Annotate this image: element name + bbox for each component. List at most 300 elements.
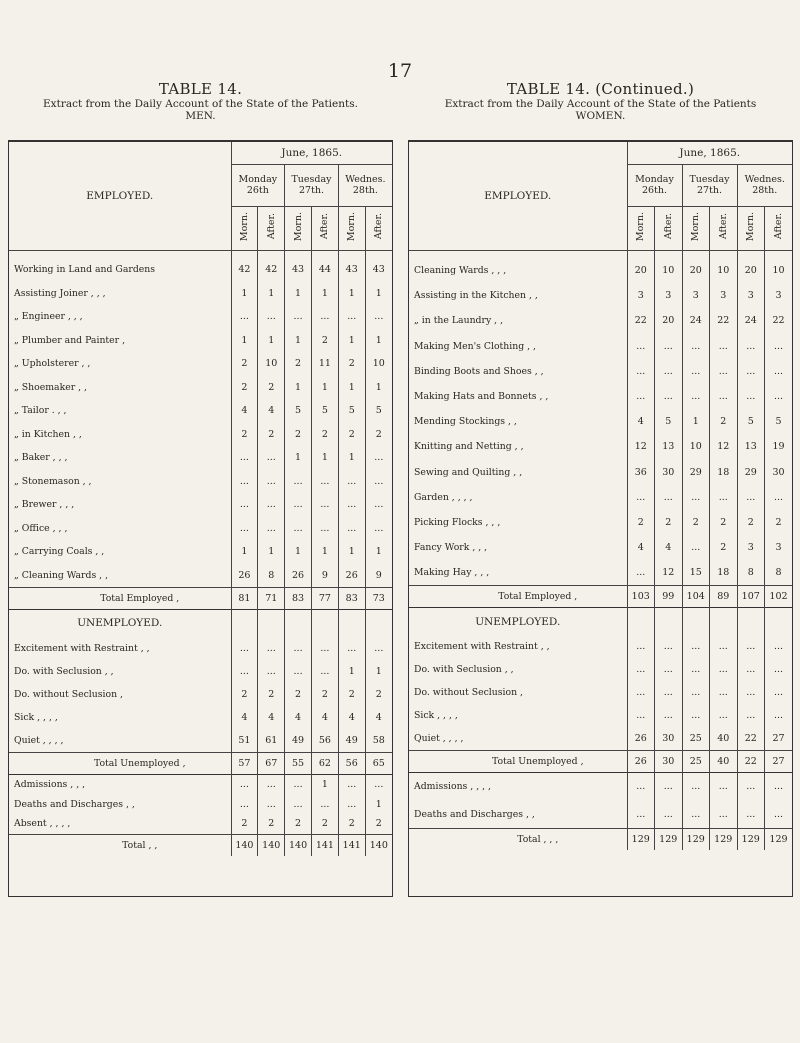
row-value: ... xyxy=(682,635,710,658)
table-row xyxy=(409,828,792,850)
row-value: 4 xyxy=(258,706,285,729)
row-value: 141 xyxy=(338,834,365,856)
row-value: ... xyxy=(627,485,655,510)
row-value: 3 xyxy=(737,283,765,308)
day-header: Monday 26th. xyxy=(627,164,682,206)
row-value: 140 xyxy=(365,834,392,856)
row-value: ... xyxy=(765,658,793,681)
table-row xyxy=(409,727,792,750)
row-value: ... xyxy=(258,637,285,660)
row-label: Absent , , , , xyxy=(14,818,71,830)
row-value: 49 xyxy=(338,729,365,752)
row-value: 1 xyxy=(258,282,285,306)
row-value: 3 xyxy=(765,283,793,308)
table-row xyxy=(9,352,392,376)
row-value: 1 xyxy=(338,376,365,400)
row-value: ... xyxy=(682,535,710,560)
row-value: ... xyxy=(682,800,710,828)
month-header: June, 1865. xyxy=(231,142,392,164)
row-value: 2 xyxy=(231,423,258,447)
row-value: ... xyxy=(627,681,655,704)
row-value: ... xyxy=(627,635,655,658)
row-value: ... xyxy=(365,305,392,329)
table-row xyxy=(409,283,792,308)
table-row xyxy=(409,334,792,359)
row-value: 89 xyxy=(710,585,738,607)
row-value: 2 xyxy=(285,814,312,834)
row-value: ... xyxy=(710,772,738,800)
row-value: 26 xyxy=(627,727,655,750)
row-value: 65 xyxy=(365,752,392,774)
row-value: ... xyxy=(765,485,793,510)
table-row xyxy=(409,681,792,704)
row-value: 1 xyxy=(365,660,392,683)
row-value: 30 xyxy=(655,750,683,772)
table-row xyxy=(9,587,392,609)
row-value: 1 xyxy=(365,794,392,814)
row-value: 99 xyxy=(655,585,683,607)
row-value: ... xyxy=(338,493,365,517)
row-value: ... xyxy=(258,493,285,517)
row-value: 4 xyxy=(285,706,312,729)
row-value: 67 xyxy=(258,752,285,774)
row-value: 1 xyxy=(682,409,710,434)
row-label: Total Employed , xyxy=(9,587,231,609)
table-row xyxy=(409,359,792,384)
row-value: 4 xyxy=(258,399,285,423)
row-value: 30 xyxy=(655,460,683,485)
table-frame xyxy=(408,140,793,897)
row-value: ... xyxy=(655,772,683,800)
row-value: ... xyxy=(765,384,793,409)
row-value: 9 xyxy=(311,564,338,588)
row-label: Admissions , , , , xyxy=(409,772,627,800)
row-value: 102 xyxy=(765,585,793,607)
row-value: 2 xyxy=(710,409,738,434)
table-row xyxy=(9,540,392,564)
row-value: 29 xyxy=(682,460,710,485)
table-subtitle: Extract from the Daily Account of the State of the Patients. xyxy=(43,98,358,110)
row-value: ... xyxy=(737,635,765,658)
row-value: 3 xyxy=(655,283,683,308)
row-value: 2 xyxy=(311,423,338,447)
row-value: ... xyxy=(231,493,258,517)
row-value: ... xyxy=(682,359,710,384)
row-label: Mending Stockings , , xyxy=(414,416,517,428)
table-title: TABLE 14. xyxy=(158,80,243,98)
day-header: Monday 26th xyxy=(231,164,285,206)
row-value: ... xyxy=(710,334,738,359)
row-value: 51 xyxy=(231,729,258,752)
table-row xyxy=(409,772,792,800)
row-value: ... xyxy=(765,704,793,727)
page-number: 17 xyxy=(387,60,413,82)
row-value: 43 xyxy=(338,258,365,282)
row-value: 2 xyxy=(285,423,312,447)
row-value: ... xyxy=(737,485,765,510)
row-value: ... xyxy=(737,359,765,384)
row-value: ... xyxy=(365,637,392,660)
row-value: ... xyxy=(365,446,392,470)
row-label: Making Men's Clothing , , xyxy=(414,340,536,352)
row-value: ... xyxy=(655,485,683,510)
row-value: 2 xyxy=(231,683,258,706)
row-value: ... xyxy=(365,774,392,794)
row-value: 1 xyxy=(231,329,258,353)
row-value: 5 xyxy=(311,399,338,423)
period-header xyxy=(311,206,338,250)
row-value: ... xyxy=(285,637,312,660)
row-label: „ in Kitchen , , xyxy=(14,428,82,440)
row-value: 3 xyxy=(627,283,655,308)
row-value: 2 xyxy=(258,683,285,706)
table-row xyxy=(9,729,392,752)
row-value: ... xyxy=(258,660,285,683)
row-value: 4 xyxy=(627,535,655,560)
row-value: 2 xyxy=(710,510,738,535)
row-value: 43 xyxy=(285,258,312,282)
row-value: 15 xyxy=(682,560,710,585)
table-row xyxy=(9,814,392,834)
row-value: ... xyxy=(258,774,285,794)
row-value: 1 xyxy=(285,282,312,306)
row-value: 27 xyxy=(765,750,793,772)
row-value: ... xyxy=(737,704,765,727)
row-value: 10 xyxy=(365,352,392,376)
row-value: 4 xyxy=(365,706,392,729)
row-value: 19 xyxy=(765,434,793,459)
row-value: 2 xyxy=(311,329,338,353)
row-value: ... xyxy=(682,658,710,681)
row-value: ... xyxy=(231,660,258,683)
row-label: Total , , , xyxy=(409,828,627,850)
row-value: ... xyxy=(258,446,285,470)
row-value: 1 xyxy=(285,540,312,564)
row-value: ... xyxy=(311,305,338,329)
row-value: 2 xyxy=(311,814,338,834)
row-value: ... xyxy=(231,470,258,494)
row-value: 10 xyxy=(655,258,683,283)
row-value: 1 xyxy=(365,329,392,353)
row-value: ... xyxy=(765,635,793,658)
row-value: 129 xyxy=(710,828,738,850)
row-value: ... xyxy=(765,800,793,828)
row-value: ... xyxy=(285,660,312,683)
period-label: After. xyxy=(717,213,729,240)
period-label: Morn. xyxy=(745,211,757,242)
table-row xyxy=(9,329,392,353)
row-value: 81 xyxy=(231,587,258,609)
row-value: 8 xyxy=(737,560,765,585)
row-value: ... xyxy=(231,637,258,660)
row-value: 22 xyxy=(627,308,655,333)
row-value: 2 xyxy=(338,423,365,447)
row-label: Total , , xyxy=(9,834,231,856)
row-label: Cleaning Wards , , , xyxy=(414,265,507,277)
period-label: Morn. xyxy=(292,211,304,242)
row-value: 3 xyxy=(765,535,793,560)
row-value: ... xyxy=(655,635,683,658)
day-header: Tuesday 27th. xyxy=(285,164,339,206)
table-row xyxy=(409,510,792,535)
row-value: 1 xyxy=(338,446,365,470)
row-value: ... xyxy=(710,681,738,704)
row-value: 62 xyxy=(311,752,338,774)
row-value: ... xyxy=(231,794,258,814)
row-label: Excitement with Restraint , , xyxy=(414,641,550,653)
row-value: 2 xyxy=(765,510,793,535)
tables-container xyxy=(8,80,794,880)
row-value: 18 xyxy=(710,460,738,485)
table-row xyxy=(9,683,392,706)
row-value: 1 xyxy=(258,329,285,353)
row-value: 29 xyxy=(737,460,765,485)
row-value: ... xyxy=(765,681,793,704)
table-row xyxy=(9,470,392,494)
row-value: 71 xyxy=(258,587,285,609)
row-label: Binding Boots and Shoes , , xyxy=(414,365,544,377)
row-value: 1 xyxy=(365,376,392,400)
row-value: 3 xyxy=(682,283,710,308)
row-value: 24 xyxy=(682,308,710,333)
row-value: 1 xyxy=(311,774,338,794)
row-value: 1 xyxy=(338,282,365,306)
unemployed-heading: UNEMPLOYED. xyxy=(409,607,627,635)
table-row xyxy=(9,376,392,400)
row-value: ... xyxy=(231,774,258,794)
row-value: 11 xyxy=(311,352,338,376)
row-label: „ Baker , , , xyxy=(14,452,68,464)
row-value: 2 xyxy=(338,814,365,834)
row-value: 129 xyxy=(655,828,683,850)
row-label: Admissions , , , xyxy=(9,774,231,794)
row-value: 2 xyxy=(682,510,710,535)
row-value: 4 xyxy=(231,399,258,423)
row-value: 1 xyxy=(365,282,392,306)
row-value: ... xyxy=(311,517,338,541)
row-value: 1 xyxy=(338,660,365,683)
row-value: 129 xyxy=(737,828,765,850)
period-header xyxy=(258,206,285,250)
row-label: „ Plumber and Painter , xyxy=(14,334,126,346)
table-row xyxy=(409,800,792,828)
row-label: „ Shoemaker , , xyxy=(14,381,87,393)
row-value: 129 xyxy=(765,828,793,850)
row-label: Making Hay , , , xyxy=(414,567,490,579)
row-label: Quiet , , , , xyxy=(14,734,64,746)
row-value: ... xyxy=(285,493,312,517)
row-value: 1 xyxy=(311,282,338,306)
row-value: ... xyxy=(737,800,765,828)
table-row xyxy=(9,706,392,729)
row-value: 2 xyxy=(285,683,312,706)
row-value: ... xyxy=(682,681,710,704)
row-label: „ Carrying Coals , , xyxy=(14,546,105,558)
row-value: 2 xyxy=(338,683,365,706)
row-value: 26 xyxy=(231,564,258,588)
row-value: ... xyxy=(737,772,765,800)
row-value: 42 xyxy=(231,258,258,282)
table-row xyxy=(409,635,792,658)
table-row xyxy=(9,834,392,856)
period-header xyxy=(627,206,655,250)
table-row xyxy=(409,258,792,283)
row-value: 2 xyxy=(258,814,285,834)
row-value: 26 xyxy=(338,564,365,588)
row-value: 30 xyxy=(655,727,683,750)
row-label: Do. without Seclusion , xyxy=(414,687,524,699)
row-label: Knitting and Netting , , xyxy=(414,441,524,453)
row-value: 129 xyxy=(627,828,655,850)
row-value: ... xyxy=(737,384,765,409)
row-label: „ Tailor . , , xyxy=(14,405,67,417)
row-value: ... xyxy=(655,681,683,704)
row-value: ... xyxy=(627,384,655,409)
row-value: 140 xyxy=(231,834,258,856)
row-value: 56 xyxy=(311,729,338,752)
row-value: 58 xyxy=(365,729,392,752)
row-value: 27 xyxy=(765,727,793,750)
period-label: After. xyxy=(373,213,385,240)
table-frame xyxy=(8,140,393,897)
row-value: 22 xyxy=(737,727,765,750)
table-row xyxy=(409,434,792,459)
row-label: Making Hats and Bonnets , , xyxy=(414,391,549,403)
row-value: 129 xyxy=(682,828,710,850)
period-label: Morn. xyxy=(346,211,358,242)
row-label: Fancy Work , , , xyxy=(414,542,488,554)
row-label: Sick , , , , xyxy=(414,710,458,722)
row-value: 20 xyxy=(682,258,710,283)
row-value: 5 xyxy=(338,399,365,423)
row-value: 12 xyxy=(627,434,655,459)
row-value: ... xyxy=(682,772,710,800)
table-row xyxy=(9,493,392,517)
row-value: 103 xyxy=(627,585,655,607)
table-row xyxy=(9,637,392,660)
row-value: 20 xyxy=(627,258,655,283)
row-value: 1 xyxy=(285,446,312,470)
row-value: ... xyxy=(231,517,258,541)
row-value: ... xyxy=(627,334,655,359)
row-value: 61 xyxy=(258,729,285,752)
row-value: 44 xyxy=(311,258,338,282)
row-value: 2 xyxy=(365,683,392,706)
row-value: 10 xyxy=(710,258,738,283)
period-header xyxy=(365,206,392,250)
row-value: 22 xyxy=(710,308,738,333)
row-value: 140 xyxy=(285,834,312,856)
row-value: 4 xyxy=(311,706,338,729)
row-label: „ Cleaning Wards , , xyxy=(14,569,109,581)
row-value: ... xyxy=(285,774,312,794)
row-value: 141 xyxy=(311,834,338,856)
row-value: ... xyxy=(365,493,392,517)
row-value: 2 xyxy=(655,510,683,535)
row-value: 10 xyxy=(258,352,285,376)
row-label: Deaths and Discharges , , xyxy=(14,798,135,810)
row-value: 1 xyxy=(231,540,258,564)
row-value: ... xyxy=(285,305,312,329)
row-value: ... xyxy=(627,658,655,681)
row-value: ... xyxy=(365,517,392,541)
period-header xyxy=(285,206,312,250)
row-value: 83 xyxy=(285,587,312,609)
table-row xyxy=(9,305,392,329)
row-value: 24 xyxy=(737,308,765,333)
men-table-section xyxy=(8,80,393,851)
row-label: „ Upholsterer , , xyxy=(14,358,91,370)
row-value: 1 xyxy=(311,446,338,470)
day-header: Wednes. 28th. xyxy=(737,164,792,206)
employed-heading-cell: EMPLOYED. xyxy=(9,142,231,250)
row-value: 8 xyxy=(765,560,793,585)
row-value: 12 xyxy=(710,434,738,459)
row-value: 36 xyxy=(627,460,655,485)
row-label: Garden , , , , xyxy=(414,491,473,503)
row-value: 49 xyxy=(285,729,312,752)
row-value: 4 xyxy=(231,706,258,729)
row-value: ... xyxy=(655,800,683,828)
women-table-section xyxy=(408,80,793,846)
row-label: Working in Land and Gardens xyxy=(14,264,156,276)
row-label: Assisting Joiner , , , xyxy=(14,287,106,299)
row-value: 40 xyxy=(710,750,738,772)
row-value: ... xyxy=(258,470,285,494)
table-title: TABLE 14. (Continued.) xyxy=(506,80,695,98)
row-value: 2 xyxy=(231,814,258,834)
row-value: ... xyxy=(682,384,710,409)
row-value: ... xyxy=(682,334,710,359)
row-value: ... xyxy=(682,704,710,727)
row-value: 2 xyxy=(365,814,392,834)
row-value: 4 xyxy=(627,409,655,434)
row-value: 83 xyxy=(338,587,365,609)
row-value: 2 xyxy=(231,352,258,376)
row-value: 57 xyxy=(231,752,258,774)
period-header xyxy=(655,206,683,250)
row-value: ... xyxy=(311,637,338,660)
table-row xyxy=(9,446,392,470)
row-value: 5 xyxy=(365,399,392,423)
row-value: ... xyxy=(627,800,655,828)
row-value: 40 xyxy=(710,727,738,750)
row-value: ... xyxy=(655,704,683,727)
table-row xyxy=(9,660,392,683)
row-value: 8 xyxy=(258,564,285,588)
row-value: 77 xyxy=(311,587,338,609)
table-row xyxy=(409,384,792,409)
row-value: 1 xyxy=(231,282,258,306)
row-value: ... xyxy=(338,470,365,494)
row-value: 5 xyxy=(655,409,683,434)
row-value: 5 xyxy=(285,399,312,423)
row-value: ... xyxy=(710,359,738,384)
row-value: ... xyxy=(765,359,793,384)
row-value: 13 xyxy=(737,434,765,459)
row-value: 20 xyxy=(737,258,765,283)
row-value: 1 xyxy=(338,540,365,564)
row-value: 56 xyxy=(338,752,365,774)
row-value: ... xyxy=(765,334,793,359)
row-value: 25 xyxy=(682,727,710,750)
table-subtitle: Extract from the Daily Account of the State of the Patients xyxy=(444,98,757,110)
row-value: ... xyxy=(710,658,738,681)
row-label: „ Engineer , , , xyxy=(14,311,83,323)
row-value: 140 xyxy=(258,834,285,856)
row-value: 2 xyxy=(737,510,765,535)
period-header xyxy=(765,206,793,250)
